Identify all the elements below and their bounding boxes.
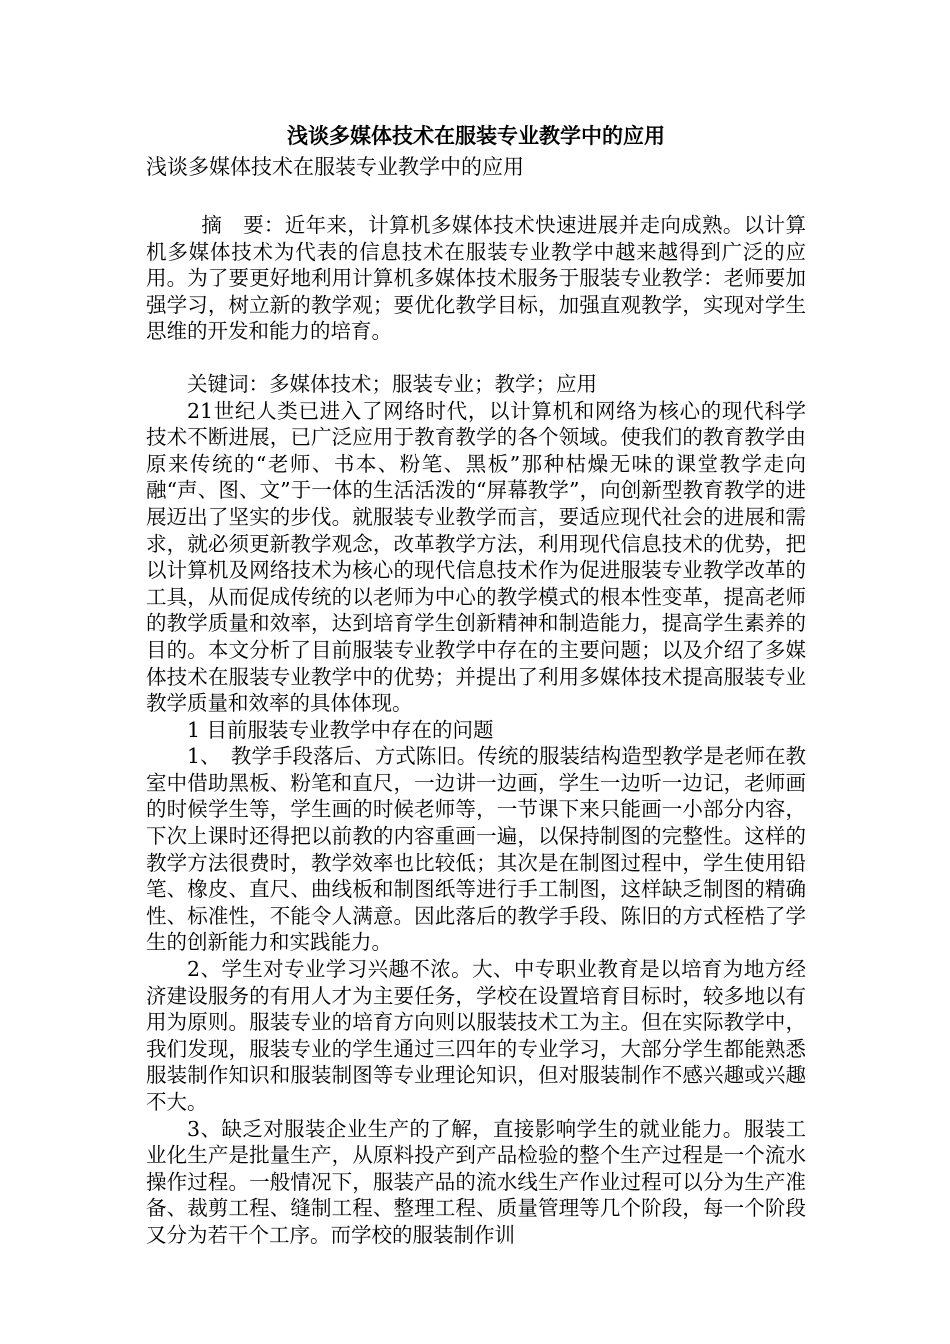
section-1-heading: 1 目前服装专业教学中存在的问题 bbox=[187, 717, 494, 742]
point-1-paragraph: 1、 教学手段落后、方式陈旧。传统的服装结构造型教学是老师在教室中借助黑板、粉笔和直尺，一边讲一边画，学生一边听一边记，老师画的时候学生等，学生画的时候老师等，一节课下来只能画一小部分内容，下次上课时还得把以前教的内容重画一遍，以保持制图的完整性。这样的教学方法很费时，教学效率也比较低；其次是在制图过程中，学生使用铅笔、橡皮、直尺、曲线板和制图纸等进行手工制图，这样缺乏制图的精确性、标准性，不能令人满意。因此落后的教学手段、陈旧的方式桎梏了学生的创新能力和实践能力。 bbox=[146, 744, 806, 955]
point-2-paragraph: 2、学生对专业学习兴趣不浓。大、中专职业教育是以培育为地方经济建设服务的有用人才为主要任务，学校在设置培育目标时，较多地以有用为原则。服装专业的培育方向则以服装技术工为主。但在实际教学中，我们发现，服装专业的学生通过三四年的专业学习，大部分学生都能熟悉服装制作知识和服装制图等专业理论知识，但对服装制作不感兴趣或兴趣不大。 bbox=[146, 957, 806, 1114]
document-title: 浅谈多媒体技术在服装专业教学中的应用 bbox=[287, 123, 665, 148]
document-subtitle: 浅谈多媒体技术在服装专业教学中的应用 bbox=[146, 155, 524, 179]
keywords-line: 关键词：多媒体技术；服装专业；教学；应用 bbox=[187, 371, 597, 396]
intro-paragraph: 21世纪人类已进入了网络时代，以计算机和网络为核心的现代科学技术不断进展，已广泛应用于教育教学的各个领域。使我们的教育教学由原来传统的“老师、书本、粉笔、黑板”那种枯燥无味的课堂教学走向融“声、图、文”于一体的生活活泼的“屏幕教学”，向创新型教育教学的进展迈出了坚实的步伐。就服装专业教学而言，要适应现代社会的进展和需求，就必须更新教学观念，改革教学方法，利用现代信息技术的优势，把以计算机及网络技术为核心的现代信息技术作为促进服装专业教学改革的工具，从而促成传统的以老师为中心的教学模式的根本性变革，提高老师的教学质量和效率，达到培育学生创新精神和制造能力，提高学生素养的目的。本文分析了目前服装专业教学中存在的主要问题；以及介绍了多媒体技术在服装专业教学中的优势；并提出了利用多媒体技术提高服装专业教学质量和效率的具体体现。 bbox=[146, 398, 806, 716]
document-page bbox=[146, 120, 806, 1249]
abstract-paragraph: 摘 要：近年来，计算机多媒体技术快速进展并走向成熟。以计算机多媒体技术为代表的信息技术在服装专业教学中越来越得到广泛的应用。为了要更好地利用计算机多媒体技术服务于服装专业教学：老师要加强学习，树立新的教学观；要优化教学目标，加强直观教学，实现对学生思维的开发和能力的培育。 bbox=[146, 213, 806, 344]
point-3-paragraph: 3、缺乏对服装企业生产的了解，直接影响学生的就业能力。服装工业化生产是批量生产，从原料投产到产品检验的整个生产过程是一个流水操作过程。一般情况下，服装产品的流水线生产作业过程可以分为生产准备、裁剪工程、缝制工程、整理工程、质量管理等几个阶段，每一个阶段又分为若干个工序。而学校的服装制作训 bbox=[146, 1116, 806, 1247]
